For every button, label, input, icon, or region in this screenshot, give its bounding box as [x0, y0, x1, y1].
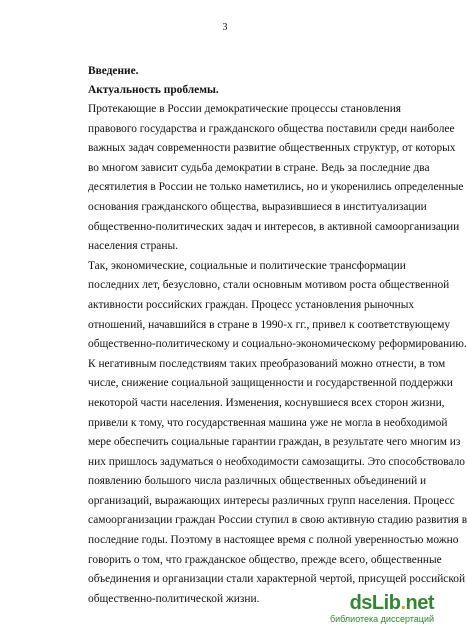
text-line: говорить о том, что гражданское общество, прежде всего, общественные [88, 553, 442, 566]
text-line: самоорганизации граждан России ступил в свою активную стадию развития в [88, 514, 467, 527]
text-line: них пришлось задуматься о необходимости самозащиты. Это способствовало [88, 455, 465, 468]
dslib-watermark [316, 592, 434, 628]
page-number: 3 [222, 22, 228, 33]
text-line: во многом зависит судьба демократии в стране. Ведь за последние два [88, 161, 430, 174]
text-line: последних лет, безусловно, стали основным мотивом роста общественной [88, 279, 450, 292]
logo-tld-text: net [405, 592, 434, 614]
text-line: общественно-политической жизни. [88, 592, 260, 605]
paragraph-1 [88, 100, 464, 257]
logo-main-text: dsLib [349, 592, 401, 614]
logo-dot: . [400, 592, 406, 614]
text-line: правового государства и гражданского общества поставили среди наиболее [88, 122, 455, 135]
dslib-logo [350, 592, 434, 614]
text-line: мере обеспечить социальные гарантии граждан, в результате чего многим из [88, 436, 461, 449]
section-heading: Актуальность проблемы. [88, 84, 219, 96]
introduction-heading: Введение. [88, 65, 139, 77]
text-line: организаций, выражающих интересы различных групп населения. Процесс [88, 494, 455, 507]
text-line: основания гражданского общества, выразившиеся в институализации [88, 200, 427, 213]
watermark-caption: библиотека диссертаций [329, 614, 434, 624]
text-line: привели к тому, что государственная машина уже не могла в необходимой [88, 416, 448, 429]
text-line: К негативным последствиям таких преобразований можно отнести, в том [88, 357, 446, 370]
text-line: некоторой части населения. Изменения, коснувшиеся всех сторон жизни, [88, 396, 445, 409]
text-line: отношений, начавшийся в стране в 1990-х гг., привел к соответствующему [88, 318, 451, 331]
text-line: объединения и организации стали характерной чертой, присущей российской [88, 573, 466, 586]
text-line: Так, экономические, социальные и политические трансформации [88, 259, 406, 272]
text-line: появлению большого числа различных общественных объединений и [88, 475, 427, 488]
text-line: общественно-политических задач и интересов, в активной самоорганизации [88, 220, 460, 233]
text-line: важных задач современности развитие общественных структур, от которых [88, 142, 456, 155]
text-line: Протекающие в России демократические процессы становления [88, 103, 402, 115]
text-line: десятилетия в России не только наметились, но и укоренились определенные [88, 181, 464, 194]
text-line: последние годы. Поэтому в настоящее время с полной уверенностью можно [88, 534, 459, 547]
text-line: числе, снижение социальной защищенности и государственной поддержки [88, 377, 453, 390]
text-line: общественно-политическому и социально-экономическому реформированию. [88, 338, 467, 351]
text-line: населения страны. [88, 240, 178, 253]
text-line: активности российских граждан. Процесс установления рыночных [88, 298, 415, 311]
